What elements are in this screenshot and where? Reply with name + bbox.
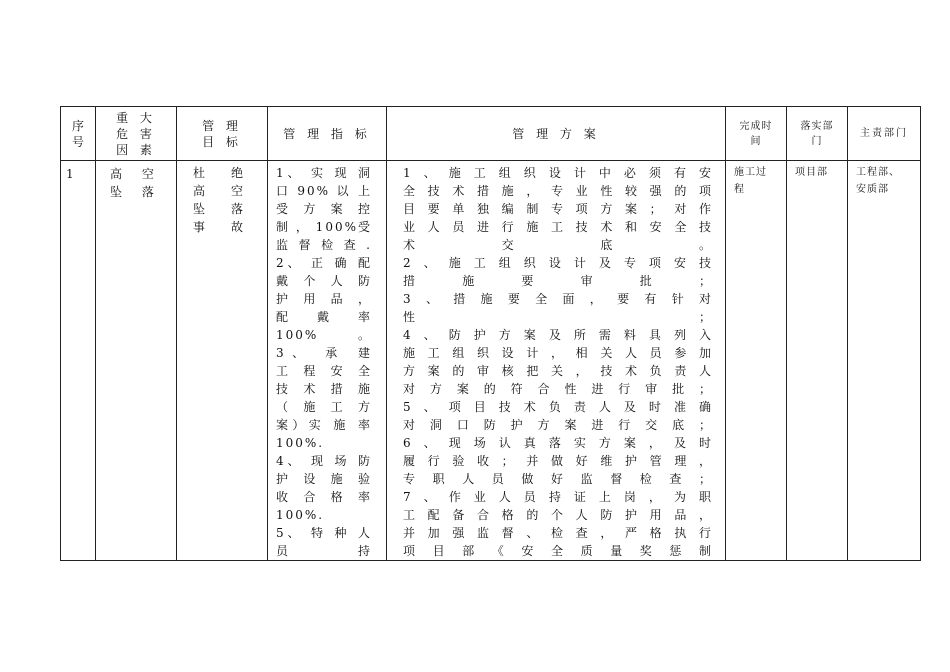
row-owner: 工程部、 安质部 — [856, 167, 900, 195]
plan-line: 性； — [403, 310, 715, 324]
plan-line: 术交底。 — [403, 238, 715, 252]
row-deadline: 施工过 程 — [734, 167, 767, 195]
plan-line: 方案的审核把关，技术负责人 — [403, 364, 715, 378]
indicator-line: 100%. — [276, 436, 325, 450]
plan-line: 业人员进行施工技术和安全技 — [403, 220, 715, 234]
indicator-line: 5、 特 种 人 — [276, 526, 372, 540]
row-target — [177, 161, 267, 236]
plan-line: 全技术措施，专业性较强的项 — [403, 184, 715, 198]
header-dept: 落实部 门 — [787, 107, 848, 161]
row-dept: 项目部 — [795, 167, 828, 178]
plan-line: 2、施工组织设计及专项安技 — [403, 256, 715, 270]
target-line: 杜 绝 — [193, 166, 245, 180]
indicator-line: 护 设 施 验 — [276, 472, 372, 486]
row-hazard: 高 空 坠 落 — [110, 167, 162, 199]
plan-line: 并加强监督、检查，严格执行 — [403, 526, 715, 540]
header-seq: 序 号 — [61, 107, 96, 161]
header-indicator: 管 理 指 标 — [268, 107, 387, 161]
indicator-line: 工 程 安 全 — [276, 364, 372, 378]
header-deadline: 完成时 间 — [726, 107, 787, 161]
indicator-line: 戴 个 人 防 — [276, 274, 372, 288]
plan-line: 施工组织设计，相关人员参加 — [403, 346, 715, 360]
plan-line: 目要单独编制专项方案；对作 — [403, 202, 715, 216]
table-row — [61, 161, 921, 561]
plan-line: 项目部《安全质量奖惩制 — [403, 544, 715, 558]
hazard-management-table — [60, 106, 921, 561]
indicator-line: 100%. — [276, 508, 325, 522]
indicator-line: 配 戴 率 — [276, 310, 372, 324]
indicator-line: 员 持 — [276, 544, 372, 558]
header-target: 管 理 目 标 — [177, 107, 268, 161]
plan-line: 对洞口防护方案进行交底； — [403, 418, 715, 432]
row-plan — [387, 161, 725, 560]
indicator-line: 案）实 施 率 — [276, 418, 372, 432]
target-line: 高 空 — [193, 184, 245, 198]
indicator-line: 护 用 品 ， — [276, 292, 372, 306]
plan-line: 措施要审批； — [403, 274, 715, 288]
indicator-line: 监 督 检 查 . — [276, 238, 372, 252]
indicator-line: 口 90% 以 上 — [276, 184, 372, 198]
header-owner: 主责部门 — [848, 107, 921, 161]
indicator-line: 技 术 措 施 — [276, 382, 372, 396]
header-hazard: 重 大 危 害 因 素 — [96, 107, 177, 161]
indicator-line: （ 施 工 方 — [276, 400, 372, 414]
indicator-line: 受 方 案 控 — [276, 202, 372, 216]
plan-line: 工配备合格的个人防护用品， — [403, 508, 715, 522]
indicator-line: 2、 正 确 配 — [276, 256, 372, 270]
header-row — [61, 107, 921, 161]
indicator-line: 收 合 格 率 — [276, 490, 372, 504]
target-line: 坠 落 — [193, 202, 245, 216]
indicator-line: 4、 现 场 防 — [276, 454, 372, 468]
row-indicator — [268, 161, 386, 560]
indicator-line: 制 ， 100%受 — [276, 220, 372, 234]
indicator-line: 1、 实 现 洞 — [276, 166, 372, 180]
plan-line: 6、现场认真落实方案，及时 — [403, 436, 715, 450]
header-plan: 管 理 方 案 — [387, 107, 726, 161]
plan-line: 履行验收；并做好维护管理， — [403, 454, 715, 468]
plan-line: 7、作业人员持证上岗，为职 — [403, 490, 715, 504]
plan-line: 4、防护方案及所需料具列入 — [403, 328, 715, 342]
row-seq: 1 — [66, 167, 74, 181]
target-line: 事 故 — [193, 220, 245, 234]
plan-line: 3、措施要全面，要有针对 — [403, 292, 715, 306]
plan-line: 对方案的符合性进行审批； — [403, 382, 715, 396]
plan-line: 1、施工组织设计中必须有安 — [403, 166, 715, 180]
indicator-line: 100%。 — [276, 328, 372, 342]
indicator-line: 3、 承 建 — [276, 346, 372, 360]
plan-line: 专职人员做好监督检查； — [403, 472, 715, 486]
plan-line: 5、项目技术负责人及时准确 — [403, 400, 715, 414]
